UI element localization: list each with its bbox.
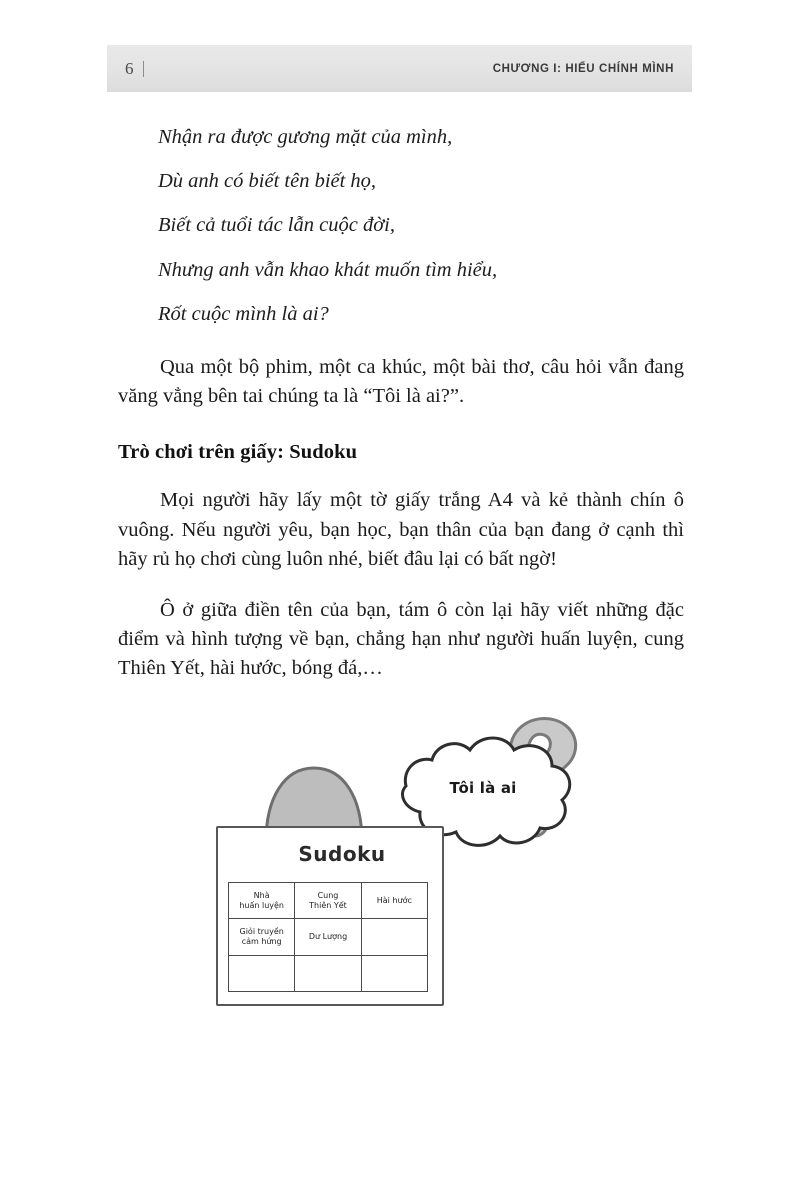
poem-block bbox=[118, 124, 684, 327]
sudoku-cell-line: Cung bbox=[317, 890, 339, 900]
section-subheading: Trò chơi trên giấy: Sudoku bbox=[118, 441, 358, 464]
sudoku-cell[interactable] bbox=[295, 919, 361, 955]
poem-line: Nhưng anh vẫn khao khát muốn tìm hiểu, bbox=[158, 258, 498, 281]
sudoku-cell[interactable] bbox=[229, 919, 295, 955]
speech-bubble-text: Tôi là ai bbox=[449, 779, 517, 797]
page-number-divider bbox=[143, 61, 144, 77]
page-header-band bbox=[107, 45, 692, 92]
sudoku-cell[interactable] bbox=[229, 883, 295, 919]
illustration-sudoku-figure bbox=[180, 690, 610, 1010]
sudoku-grid bbox=[228, 882, 428, 992]
sudoku-cell[interactable] bbox=[361, 919, 427, 955]
sudoku-cell-line: Giỏi truyền bbox=[239, 927, 284, 937]
sudoku-row bbox=[229, 955, 428, 991]
paragraph-instructions: Mọi người hãy lấy một tờ giấy trắng A4 và kẻ thành chín ô vuông. Nếu người yêu, bạn học, bạn thân của bạn đang ở cạnh thì hãy rủ họ chơi cùng luôn nhé, biết đâu lại có bất ngờ! bbox=[118, 489, 684, 570]
sudoku-cell[interactable] bbox=[295, 883, 361, 919]
page-number: 6 bbox=[125, 58, 134, 78]
sudoku-cell-line: huấn luyện bbox=[239, 900, 284, 910]
sudoku-cell-line: Nhà bbox=[253, 890, 270, 900]
paper-title: Sudoku bbox=[298, 842, 386, 866]
sudoku-cell[interactable] bbox=[361, 955, 427, 991]
poem-line: Biết cả tuổi tác lẫn cuộc đời, bbox=[158, 214, 395, 237]
sudoku-cell[interactable] bbox=[229, 955, 295, 991]
sudoku-cell-line: Hài hước bbox=[376, 895, 412, 905]
page-body bbox=[118, 124, 684, 683]
sudoku-cell-line: cảm hứng bbox=[241, 936, 282, 946]
paragraph-intro: Qua một bộ phim, một ca khúc, một bài thơ, câu hỏi vẫn đang văng vẳng bên tai chúng ta là “Tôi là ai?”. bbox=[118, 356, 684, 408]
chapter-title: CHƯƠNG I: HIỂU CHÍNH MÌNH bbox=[492, 62, 674, 75]
sudoku-row bbox=[229, 883, 428, 919]
poem-line: Dù anh có biết tên biết họ, bbox=[158, 170, 377, 193]
sudoku-cell[interactable] bbox=[361, 883, 427, 919]
poem-line: Rốt cuộc mình là ai? bbox=[158, 302, 329, 325]
sudoku-row bbox=[229, 919, 428, 955]
page-header-content bbox=[107, 45, 692, 92]
sudoku-cell-line: Thiên Yết bbox=[309, 900, 347, 910]
sudoku-cell[interactable] bbox=[295, 955, 361, 991]
page-number-group bbox=[125, 59, 144, 79]
paragraph-details: Ô ở giữa điền tên của bạn, tám ô còn lại hãy viết những đặc điểm và hình tượng về bạn, chẳng hạn như người huấn luyện, cung Thiên Yết, hài hước, bóng đá,… bbox=[118, 598, 684, 679]
sudoku-grid-container bbox=[228, 882, 428, 992]
poem-line: Nhận ra được gương mặt của mình, bbox=[158, 126, 453, 148]
sudoku-cell-line: Dư Lượng bbox=[308, 932, 348, 942]
